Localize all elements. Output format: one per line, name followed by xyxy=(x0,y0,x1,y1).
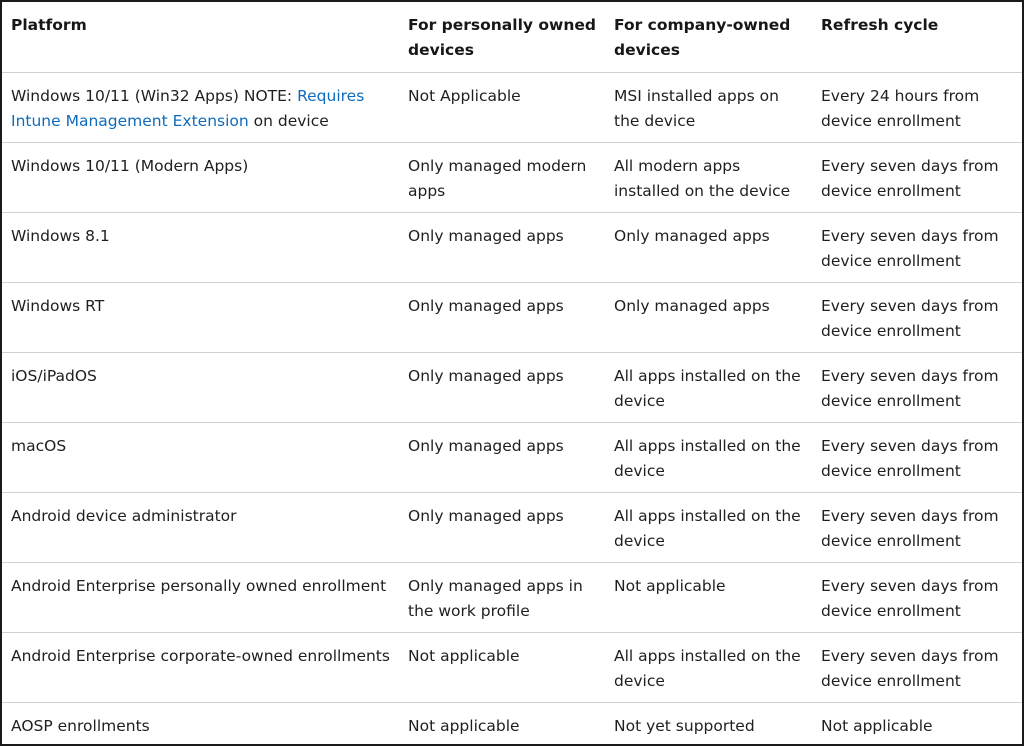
cell-platform: macOS xyxy=(2,423,399,493)
cell-platform: Android Enterprise personally owned enrollment xyxy=(2,563,399,633)
table-row xyxy=(2,563,1022,633)
intune-extension-link[interactable]: Requires Intune Management Extension xyxy=(11,87,365,130)
cell-company: All apps installed on the device xyxy=(605,633,812,703)
platform-text: Windows 10/11 (Win32 Apps) NOTE: xyxy=(11,87,298,105)
cell-company: MSI installed apps on the device xyxy=(605,73,812,143)
cell-platform xyxy=(2,73,399,143)
cell-refresh: Every seven days from device enrollment xyxy=(812,423,1022,493)
platform-suffix: on device xyxy=(248,111,329,130)
cell-refresh: Every seven days from device enrollment xyxy=(812,633,1022,703)
cell-refresh: Every seven days from device enrollment xyxy=(812,493,1022,563)
table-row xyxy=(2,493,1022,563)
table-row xyxy=(2,423,1022,493)
table-row xyxy=(2,283,1022,353)
cell-company: All modern apps installed on the device xyxy=(605,143,812,213)
cell-company: Only managed apps xyxy=(605,283,812,353)
cell-platform: iOS/iPadOS xyxy=(2,353,399,423)
cell-personal: Not applicable xyxy=(408,717,520,735)
cell-platform: Android Enterprise corporate-owned enrollments xyxy=(2,633,399,703)
header-refresh-cycle: Refresh cycle xyxy=(812,2,1022,73)
header-platform: Platform xyxy=(2,2,399,73)
cell-platform: Windows 8.1 xyxy=(2,213,399,283)
cell-refresh: Every seven days from device enrollment xyxy=(812,213,1022,283)
header-personally-owned: For personally owned devices xyxy=(399,2,605,73)
cell-personal: Only managed apps xyxy=(399,493,605,563)
cell-refresh: Not applicable xyxy=(821,717,933,735)
header-company-owned: For company-owned devices xyxy=(605,2,812,73)
cell-platform: Windows RT xyxy=(2,283,399,353)
cell-personal: Only managed apps xyxy=(399,213,605,283)
cell-personal: Only managed apps xyxy=(399,353,605,423)
cell-refresh: Every 24 hours from device enrollment xyxy=(812,73,1022,143)
cell-personal: Only managed apps xyxy=(399,283,605,353)
cell-company: Only managed apps xyxy=(605,213,812,283)
cell-company: Not applicable xyxy=(605,563,812,633)
cell-personal: Not applicable xyxy=(399,633,605,703)
table-row xyxy=(2,73,1022,143)
cell-refresh: Every seven days from device enrollment xyxy=(812,353,1022,423)
cell-platform: Windows 10/11 (Modern Apps) xyxy=(2,143,399,213)
table-row xyxy=(2,213,1022,283)
cell-personal: Only managed apps xyxy=(399,423,605,493)
cell-platform: AOSP enrollments xyxy=(11,717,150,735)
cell-personal: Only managed modern apps xyxy=(399,143,605,213)
table-row xyxy=(2,353,1022,423)
platform-inventory-table xyxy=(2,2,1022,746)
cell-refresh: Every seven days from device enrollment xyxy=(812,283,1022,353)
table-row xyxy=(2,703,1022,746)
cell-personal: Not Applicable xyxy=(399,73,605,143)
cell-platform: Android device administrator xyxy=(2,493,399,563)
cell-personal: Only managed apps in the work profile xyxy=(399,563,605,633)
cell-company: Not yet supported xyxy=(614,717,755,735)
cell-company: All apps installed on the device xyxy=(605,493,812,563)
cell-refresh: Every seven days from device enrollment xyxy=(812,143,1022,213)
table-header-row xyxy=(2,2,1022,73)
table-row xyxy=(2,633,1022,703)
cell-company: All apps installed on the device xyxy=(605,353,812,423)
cell-refresh: Every seven days from device enrollment xyxy=(812,563,1022,633)
table-row xyxy=(2,143,1022,213)
cell-company: All apps installed on the device xyxy=(605,423,812,493)
